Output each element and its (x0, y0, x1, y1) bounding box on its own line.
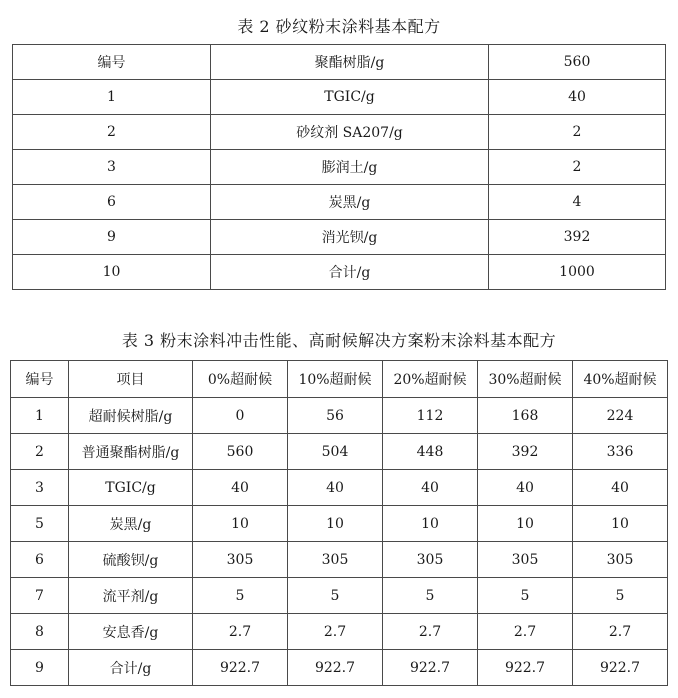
table-row (11, 506, 668, 542)
table-row-cell: TGIC/g (69, 470, 193, 506)
table-row (11, 470, 668, 506)
table-row (11, 650, 668, 686)
table-row-cell: 膨润土/g (211, 150, 489, 185)
table-row-cell: 合计/g (211, 255, 489, 290)
table-row-cell: 3 (13, 150, 211, 185)
table-row-cell: 9 (11, 650, 69, 686)
table-row (13, 185, 666, 220)
table-row-cell: 炭黑/g (211, 185, 489, 220)
table-row-cell: 305 (573, 542, 668, 578)
table-row-cell: 炭黑/g (69, 506, 193, 542)
table-row-cell: 305 (478, 542, 573, 578)
table-row-cell: 504 (288, 434, 383, 470)
table-row-cell: 砂纹剂 SA207/g (211, 115, 489, 150)
table-row-cell: 10 (573, 506, 668, 542)
table-row-cell: 硫酸钡/g (69, 542, 193, 578)
table-row-cell: TGIC/g (211, 80, 489, 115)
table-row-cell: 305 (193, 542, 288, 578)
table-row (11, 434, 668, 470)
table-header-row (13, 45, 666, 80)
table-row-cell: 7 (11, 578, 69, 614)
table-row-cell: 1 (13, 80, 211, 115)
table-row-cell: 5 (383, 578, 478, 614)
table-row (13, 150, 666, 185)
table-row-cell: 6 (13, 185, 211, 220)
table-row-cell: 5 (193, 578, 288, 614)
table-row-cell: 10 (13, 255, 211, 290)
table3-caption: 表 3 粉末涂料冲击性能、高耐候解决方案粉末涂料基本配方 (121, 331, 557, 350)
table-row-cell: 流平剂/g (69, 578, 193, 614)
table-header-row-cell: 编号 (11, 361, 69, 398)
table-row-cell: 合计/g (69, 650, 193, 686)
table-row-cell: 448 (383, 434, 478, 470)
table-row-cell: 10 (288, 506, 383, 542)
table-row-cell: 8 (11, 614, 69, 650)
table-row-cell: 超耐候树脂/g (69, 398, 193, 434)
table-row-cell: 40 (288, 470, 383, 506)
table-row-cell: 2.7 (193, 614, 288, 650)
table-header-row-cell: 编号 (13, 45, 211, 80)
table-row-cell: 305 (288, 542, 383, 578)
table-row (11, 614, 668, 650)
table-row-cell: 40 (573, 470, 668, 506)
table-row (13, 80, 666, 115)
table-row-cell: 9 (13, 220, 211, 255)
table-header-row-cell: 560 (489, 45, 666, 80)
table-row-cell: 2 (489, 150, 666, 185)
table-row-cell: 消光钡/g (211, 220, 489, 255)
table-row-cell: 392 (489, 220, 666, 255)
table-header-row-cell: 0%超耐候 (193, 361, 288, 398)
table-row-cell: 168 (478, 398, 573, 434)
table-row-cell: 2 (11, 434, 69, 470)
table-row-cell: 336 (573, 434, 668, 470)
table-row-cell: 2.7 (573, 614, 668, 650)
table-row (13, 255, 666, 290)
table-row-cell: 392 (478, 434, 573, 470)
table-row-cell: 2 (13, 115, 211, 150)
table-row-cell: 40 (383, 470, 478, 506)
table-row-cell: 2.7 (288, 614, 383, 650)
table-row-cell: 40 (193, 470, 288, 506)
table-row-cell: 5 (478, 578, 573, 614)
table-row-cell: 224 (573, 398, 668, 434)
table-row-cell: 56 (288, 398, 383, 434)
table-row-cell: 5 (288, 578, 383, 614)
table-row-cell: 922.7 (478, 650, 573, 686)
table-row-cell: 10 (478, 506, 573, 542)
table-row-cell: 5 (573, 578, 668, 614)
table-row (13, 115, 666, 150)
table3 (10, 360, 668, 686)
table-row (13, 220, 666, 255)
table-row-cell: 1000 (489, 255, 666, 290)
table-header-row (11, 361, 668, 398)
table-row-cell: 1 (11, 398, 69, 434)
table-row-cell: 2.7 (383, 614, 478, 650)
table-row-cell: 10 (193, 506, 288, 542)
table-header-row-cell: 项目 (69, 361, 193, 398)
table2 (12, 44, 666, 290)
table-row (11, 578, 668, 614)
table-header-row-cell: 聚酯树脂/g (211, 45, 489, 80)
table-row-cell: 6 (11, 542, 69, 578)
table-row-cell: 10 (383, 506, 478, 542)
table-row-cell: 4 (489, 185, 666, 220)
table-header-row-cell: 10%超耐候 (288, 361, 383, 398)
table-row-cell: 922.7 (383, 650, 478, 686)
table-row (11, 398, 668, 434)
table-row-cell: 5 (11, 506, 69, 542)
table-header-row-cell: 40%超耐候 (573, 361, 668, 398)
table2-caption: 表 2 砂纹粉末涂料基本配方 (237, 17, 441, 36)
table-row (11, 542, 668, 578)
table-row-cell: 2.7 (478, 614, 573, 650)
table-row-cell: 922.7 (193, 650, 288, 686)
table-row-cell: 40 (489, 80, 666, 115)
table-row-cell: 40 (478, 470, 573, 506)
table-row-cell: 0 (193, 398, 288, 434)
table-row-cell: 112 (383, 398, 478, 434)
table-row-cell: 922.7 (573, 650, 668, 686)
table-row-cell: 2 (489, 115, 666, 150)
table-header-row-cell: 30%超耐候 (478, 361, 573, 398)
table-row-cell: 普通聚酯树脂/g (69, 434, 193, 470)
table-row-cell: 305 (383, 542, 478, 578)
table-row-cell: 560 (193, 434, 288, 470)
table-row-cell: 3 (11, 470, 69, 506)
table-row-cell: 922.7 (288, 650, 383, 686)
table-row-cell: 安息香/g (69, 614, 193, 650)
table-header-row-cell: 20%超耐候 (383, 361, 478, 398)
